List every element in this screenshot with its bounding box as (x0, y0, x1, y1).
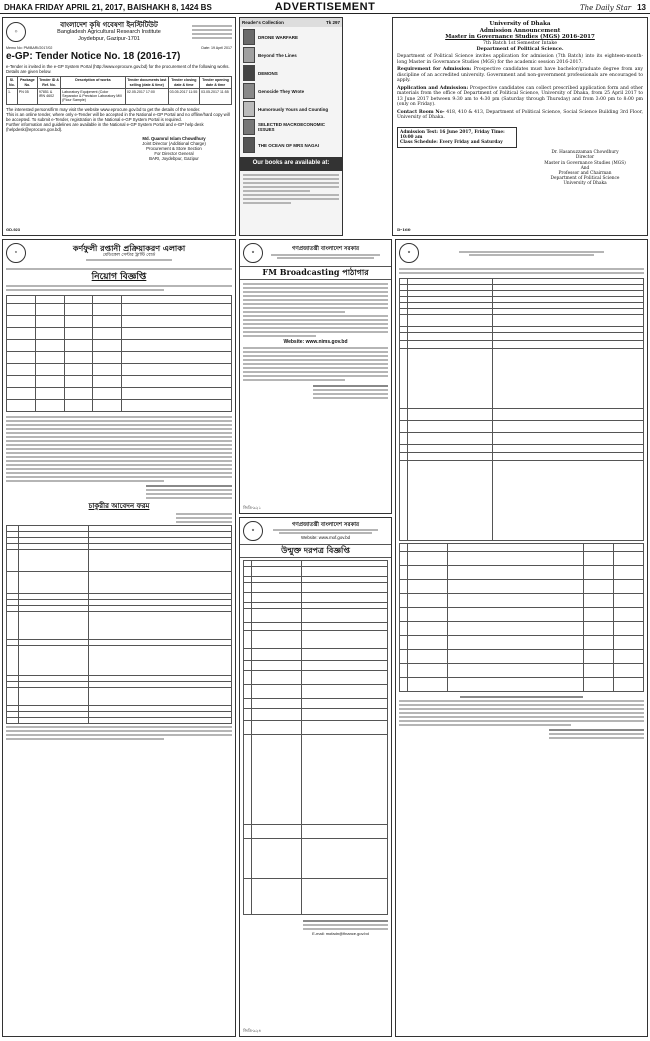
table-row (400, 409, 644, 421)
table-row (244, 824, 388, 838)
bari-notice-title: e-GP: Tender Notice No. 18 (2016-17) (6, 50, 181, 62)
bari-note: This is an online tender, where only e-Tender will be accepted in the National e-GP Portal and no offline/hard copy will be accepted. To submit e-Tender, registration in the National e-GP System Portal is required. (6, 111, 230, 123)
table-row (7, 327, 232, 339)
form-row (7, 718, 232, 724)
books-footer: Our books are available at: (240, 157, 342, 170)
table-row (244, 582, 388, 592)
du-ad-code: D-160 (397, 227, 411, 233)
epz-sub: মেডিকেল সেন্টার ট্রাস্টি বোর্ড (102, 253, 156, 259)
table-row (244, 608, 388, 622)
epz-recruitment-ad (2, 239, 236, 1037)
books-header: Reader's Collection (242, 20, 284, 25)
bari-date: Date: 19 April 2017 (201, 45, 232, 50)
fm-govt: গণপ্রজাতন্ত্রী বাংলাদেশ সরকার (291, 246, 360, 253)
mof-tender-table (243, 560, 388, 915)
masthead (0, 0, 650, 14)
lged-packages-table (399, 543, 644, 692)
mof-email: E-mail: mofadn@finance.gov.bd (312, 930, 369, 936)
table-row (7, 387, 232, 399)
bari-note: The interested persons/firm may visit the website www.eprocure.gov.bd to get the details of the tender. (6, 106, 201, 112)
table-row (7, 303, 232, 315)
table-row (244, 648, 388, 660)
du-admission-ad: University of Dhaka Admission Announcement Master in Governance Studies (MGS) 2016-2017 7th Batch 1st Semester Intake Department of Political Science. Department of Political Science invites application for admission (7th Batch) into its eighteen-month-long Master in Governance Studies (MGS) for the academic session 2016-2017. Requirement for Admission: Prospective candidates must have bachelor/graduate degree from any discipline of an accredited university. Government and non-government professionals are encouraged to apply. Application and Admission: Prospective candidates can collect prescribed application form and other materials from the office of Department of Political Science, University of Dhaka, from 25 April 2017 to 13 June 2017 between 9:30 am to 4:30 pm (Saturday through Thursday) and from 3:00 pm to 8:00 pm (only on Friday). Contact Room No- 418, 410 & 413, Department of Political Science, Social Science Building 3rd Floor, University of Dhaka. Admission Test: 16 June 2017, Friday Time: 10:00 am Class Schedule: Every Friday and Saturday Dr. Hasanuzzaman Chowdhury Director Master in Governance Studies (MGS) And Professor and Chairman Department of Political Science University of Dhaka D-160 (392, 17, 648, 236)
table-row (400, 594, 644, 608)
newspaper-logo: The Daily Star (579, 3, 632, 12)
lged-tender-table (399, 278, 644, 541)
table-row (244, 720, 388, 734)
fm-broadcasting-ad (239, 239, 392, 514)
govt-seal-icon: ✿ (243, 521, 263, 541)
table-header: Sl. No. Package No. Tender ID & Ref. No. Description of works Tender documents last selling (date & time) Tender closing date & time Tender opening date & time (7, 77, 232, 89)
table-row (244, 670, 388, 684)
bari-intro: e-Tender is invited in the e-GP System Portal (http://www.eprocure.gov.bd) for the procurement of the following works. Details are given below. (6, 63, 230, 75)
epz-title: নিয়োগ বিজ্ঞপ্তি (91, 272, 147, 282)
du-org: University of Dhaka (489, 21, 551, 27)
du-program: Master in Governance Studies (MGS) 2016-2017 (445, 34, 595, 41)
table-row (400, 421, 644, 433)
table-header (7, 295, 232, 303)
table-row (400, 664, 644, 678)
section-title: ADVERTISEMENT (274, 1, 376, 13)
epz-org: কর্ণফুলী রপ্তানী প্রক্রিয়াকরণ এলাকা (72, 242, 186, 253)
table-row (244, 630, 388, 648)
lged-tender-ad (395, 239, 648, 1037)
du-notice: Admission Announcement (479, 27, 561, 34)
book-cover-icon (243, 119, 255, 135)
table-row (244, 878, 388, 914)
table-row (400, 341, 644, 349)
page-number: 13 (637, 3, 646, 12)
table-row (400, 678, 644, 692)
book-cover-icon (243, 83, 255, 99)
table-row (400, 650, 644, 664)
bari-memo: Memo No: PM/BARI/2017/02 (6, 45, 53, 50)
form-row (7, 688, 232, 706)
table-row (244, 622, 388, 630)
table-row (244, 838, 388, 878)
table-row (7, 363, 232, 375)
table-row (244, 684, 388, 698)
table-row (244, 660, 388, 670)
du-admission-test: Admission Test: 16 June 2017, Friday Time: 10:00 am (400, 129, 505, 140)
table-row (7, 351, 232, 363)
books-price: Tk 297 (325, 20, 340, 25)
mof-tender-ad (239, 517, 392, 1037)
book-cover-icon (243, 137, 255, 153)
bari-tender-ad: ◎ বাংলাদেশ কৃষি গবেষণা ইনস্টিটিউট Bangladesh Agricultural Research Institute Joydebpur, Gazipur-1701 Memo No: PM/BARI/2017/02 Date: 19 April 2017 e-GP: Tender Notice No. 18 (2016-17) e-Tender is invited in the e-GP System Portal (http://www.eprocure.gov.bd) for the procurement of the following works. Details are given below. Sl. No. Package No. Tender ID & Ref. No. Description of works Tender documents last selling (date & time) Tender closing date & time Tender opening date & time 1. PN 05 97851 & IRN 4602 Laboratory Equipment (Color Separator & Precision Laboratory Mill (Flour Sample) 02.05.2017 17:00 03.05.2017 11:55 03.05.2017 11:55 The interested persons/firm may visit the website www.eprocure.gov.bd to get the details of the tender. This is an online tender, where only e-Tender will be accepted in the National e-GP Portal and no offline/hard copy will be accepted. To submit e-Tender, registration in the National e-GP System Portal is required. Further information and guidelines are available in the National e-GP System Portal and e-GP help desk (helpdesk@eprocure.gov.bd). Md. Quamrul Islam Chowdhury Joint Director (Additional Charge) Procurement & Store Section For Director General BARI, Joydebpur, Gazipur GD-923 (2, 17, 236, 236)
table-header (400, 544, 644, 552)
table-row (400, 636, 644, 650)
table-row (244, 734, 388, 824)
bari-note: Further information and guidelines are available in the National e-GP System Portal and e-GP help desk (helpdesk@eprocure.gov.bd). (6, 122, 204, 133)
govt-seal-icon: ✿ (243, 243, 263, 263)
table-row (400, 461, 644, 541)
table-row (400, 433, 644, 445)
mof-ad-code: জিডি-৯২৪ (243, 1028, 261, 1034)
table-row: 1. PN 05 97851 & IRN 4602 Laboratory Equipment (Color Separator & Precision Laboratory Mill (Flour Sample) 02.05.2017 17:00 03.05.2017 11:55 03.05.2017 11:55 (7, 88, 232, 104)
govt-seal-icon: ✿ (399, 243, 419, 263)
mof-website: Website: www.mof.gov.bd (300, 535, 351, 541)
book-cover-icon (243, 65, 255, 81)
table-row (400, 580, 644, 594)
fm-title: FM Broadcasting পাঠাগার (240, 266, 391, 280)
epz-form-title: চাকুরীর আবেদন ফরম (88, 500, 150, 510)
table-row (400, 453, 644, 461)
application-form (6, 525, 232, 724)
form-row (7, 550, 232, 572)
table-row (244, 592, 388, 602)
bari-tender-table (6, 76, 232, 105)
epz-posts-table (6, 295, 232, 412)
masthead-date: DHAKA FRIDAY APRIL 21, 2017, BAISHAKH 8, 1424 BS (4, 3, 212, 12)
form-row (7, 572, 232, 594)
form-row (7, 646, 232, 676)
books-ad: Reader's Collection Tk 297 DRONE WARFARE Beyond The Lines DEMONS Genocide They Wrote Humorously Yours and Counting SELECTED MACROECONOMIC ISSUES THE OCEAN OF MRS NAGAI Our books are available at: (239, 17, 343, 236)
du-signer: Dr. Hasanuzzaman Chowdhury (551, 150, 619, 156)
bari-title-bn: বাংলাদেশ কৃষি গবেষণা ইনস্টিটিউট (60, 20, 158, 29)
book-cover-icon (243, 101, 255, 117)
table-row (244, 566, 388, 576)
table-row (400, 445, 644, 453)
table-row (400, 566, 644, 580)
fm-ad-code: জিডি-৯২১ (243, 505, 261, 511)
mof-govt: গণপ্রজাতন্ত্রী বাংলাদেশ সরকার (291, 521, 360, 528)
bari-logo-icon: ◎ (6, 22, 26, 42)
du-batch: 7th Batch 1st Semester Intake (482, 40, 558, 46)
table-row (400, 333, 644, 341)
book-cover-icon (243, 47, 255, 63)
epz-logo-icon: ★ (6, 243, 26, 263)
bari-signer: Md. Quamrul Islam Chowdhury (142, 135, 206, 141)
bari-address: Joydebpur, Gazipur-1701 (78, 35, 140, 42)
table-row (400, 622, 644, 636)
fm-website: Website: www.nims.gov.bd (283, 338, 348, 345)
table-row (7, 339, 232, 351)
du-dept: Department of Political Science. (476, 45, 564, 52)
table-row (244, 698, 388, 708)
bari-ad-code: GD-923 (6, 227, 21, 233)
du-paragraph: Department of Political Science invites application for admission (7th Batch) into its eighteen-month-long Master in Governance Studies (MGS) for the academic session 2016-2017. (397, 54, 643, 65)
table-row (400, 552, 644, 566)
du-class-schedule: Class Schedule: Every Friday and Saturday (400, 140, 503, 146)
bari-name: Bangladesh Agricultural Research Institute (57, 29, 161, 36)
form-row (7, 612, 232, 640)
table-row (7, 399, 232, 411)
table-row (400, 608, 644, 622)
mof-title: উন্মুক্ত দরপত্র বিজ্ঞপ্তি (240, 544, 391, 558)
table-row (400, 315, 644, 327)
table-row (7, 375, 232, 387)
table-row (400, 349, 644, 409)
table-row (244, 708, 388, 720)
table-row (7, 315, 232, 327)
book-cover-icon (243, 29, 255, 45)
